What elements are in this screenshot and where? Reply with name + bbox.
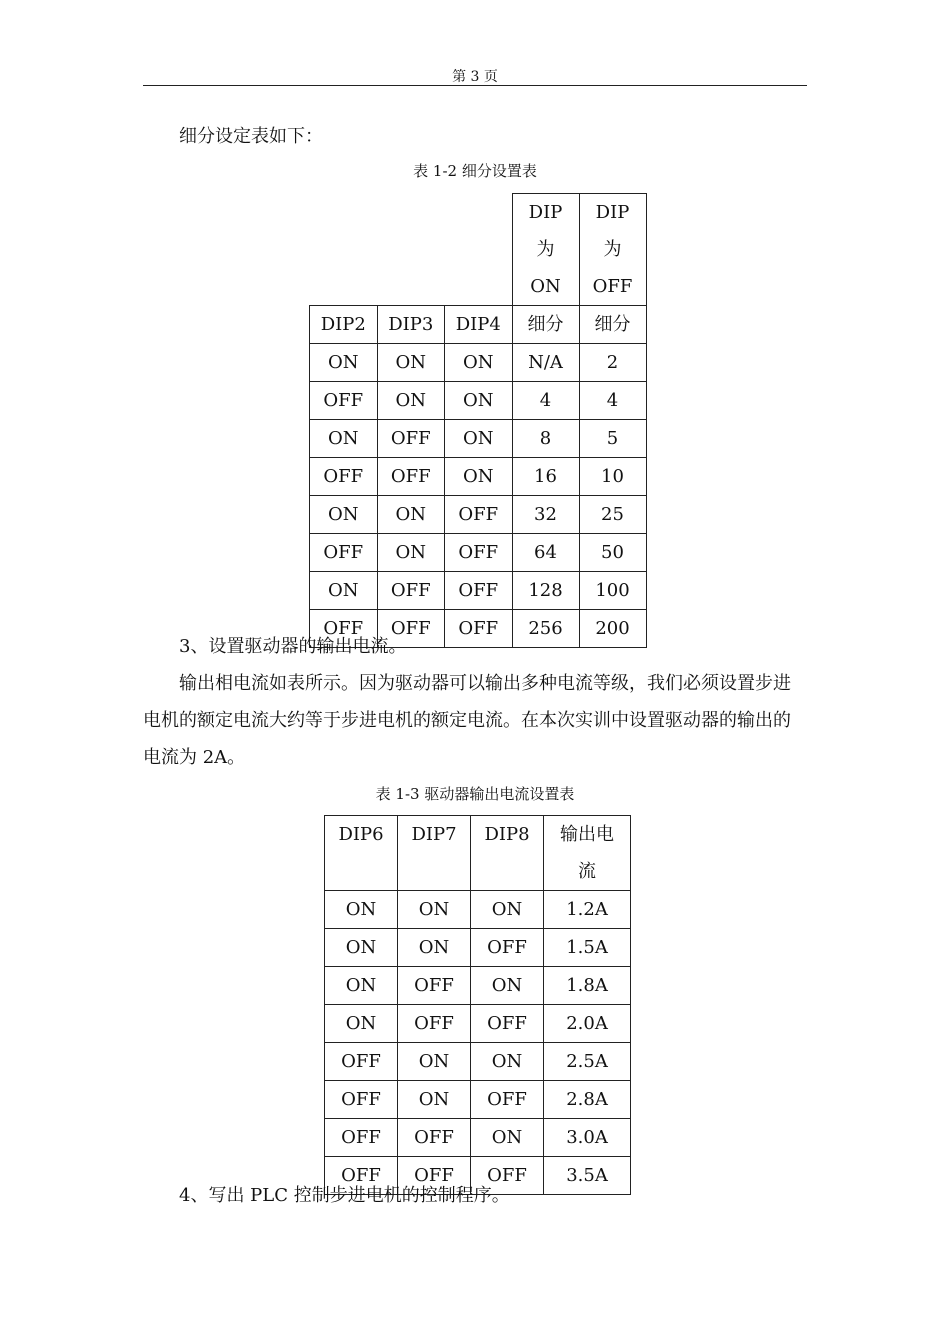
table1-column-header-row [310, 306, 647, 344]
table-cell: OFF [377, 572, 445, 610]
table-cell: ON [445, 420, 513, 458]
subdivision-table [309, 193, 647, 648]
table-cell: ON [471, 1119, 544, 1157]
table-row [325, 1081, 631, 1119]
table-cell: ON [398, 891, 471, 929]
table1-column-header: DIP4 [445, 306, 513, 344]
table-cell: 64 [512, 534, 579, 572]
table-row [325, 891, 631, 929]
table-cell: 128 [512, 572, 579, 610]
table-cell: 2.8A [544, 1081, 631, 1119]
table-cell: ON [310, 344, 378, 382]
table-cell: 1.2A [544, 891, 631, 929]
table-cell: 2.5A [544, 1043, 631, 1081]
table-cell: 2.0A [544, 1005, 631, 1043]
table-cell: 200 [579, 610, 646, 648]
table-cell: OFF [445, 572, 513, 610]
table-row [325, 1005, 631, 1043]
table-cell: ON [471, 891, 544, 929]
table-row [310, 420, 647, 458]
table-cell: OFF [398, 1119, 471, 1157]
table-cell: ON [471, 1043, 544, 1081]
table-cell: ON [325, 967, 398, 1005]
table-cell: OFF [471, 1005, 544, 1043]
table-cell: ON [310, 420, 378, 458]
step4-heading: 4、写出 PLC 控制步进电机的控制程序。 [179, 1185, 510, 1206]
table-cell: OFF [377, 420, 445, 458]
table-cell: 8 [512, 420, 579, 458]
table-cell: OFF [471, 929, 544, 967]
step3-body: 输出相电流如表所示。因为驱动器可以输出多种电流等级，我们必须设置步进电机的额定电流大约等于步进电机的额定电流。在本次实训中设置驱动器的输出的电流为 2A。 [143, 673, 791, 768]
table-cell: 2 [579, 344, 646, 382]
table-cell: ON [325, 929, 398, 967]
table-cell: OFF [325, 1157, 398, 1195]
table-cell: ON [398, 1081, 471, 1119]
table-cell: 10 [579, 458, 646, 496]
table-row [310, 534, 647, 572]
table2-caption: 表 1-3 驱动器输出电流设置表 [375, 785, 575, 803]
table-row [310, 496, 647, 534]
table-cell: 4 [512, 382, 579, 420]
table-cell: 3.0A [544, 1119, 631, 1157]
table-cell: OFF [471, 1081, 544, 1119]
table1-header-off: DIP 为 OFF [579, 194, 646, 306]
table-row [325, 1119, 631, 1157]
table-row [325, 1043, 631, 1081]
table-cell: OFF [310, 610, 378, 648]
table-cell: ON [398, 929, 471, 967]
table-cell: 32 [512, 496, 579, 534]
table1-column-header: DIP2 [310, 306, 378, 344]
table-cell: ON [310, 572, 378, 610]
table-cell: OFF [471, 1157, 544, 1195]
table-cell: 25 [579, 496, 646, 534]
table-cell: OFF [377, 610, 445, 648]
table2-header-current: 输出电 流 [544, 816, 631, 891]
table-cell: 3.5A [544, 1157, 631, 1195]
table-cell: ON [325, 1005, 398, 1043]
output-current-table [324, 815, 631, 1195]
table-cell: OFF [325, 1081, 398, 1119]
table-row [310, 382, 647, 420]
table-cell: OFF [310, 382, 378, 420]
step3-heading: 3、设置驱动器的输出电流。 [179, 636, 407, 657]
page-header: 第 3 页 [452, 69, 498, 85]
header-rule [143, 85, 807, 86]
table1-column-header: 细分 [512, 306, 579, 344]
table-cell: 50 [579, 534, 646, 572]
table-cell: 256 [512, 610, 579, 648]
table-row [310, 572, 647, 610]
table-cell: N/A [512, 344, 579, 382]
table-cell: 16 [512, 458, 579, 496]
table2-header-cell: DIP8 [471, 816, 544, 891]
table-cell: ON [377, 382, 445, 420]
table-cell: ON [445, 344, 513, 382]
table-cell: ON [377, 534, 445, 572]
table-cell: OFF [398, 1005, 471, 1043]
table-row [325, 929, 631, 967]
table-cell: 100 [579, 572, 646, 610]
table-cell: OFF [398, 1157, 471, 1195]
table-cell: OFF [325, 1119, 398, 1157]
table1-header-on: DIP 为 ON [512, 194, 579, 306]
table-cell: ON [377, 496, 445, 534]
table-row [310, 458, 647, 496]
table-cell: OFF [310, 458, 378, 496]
table-cell: 1.8A [544, 967, 631, 1005]
table-cell: ON [471, 967, 544, 1005]
table1-caption: 表 1-2 细分设置表 [413, 162, 537, 180]
table-cell: OFF [325, 1043, 398, 1081]
table-cell: ON [445, 382, 513, 420]
table1-column-header: 细分 [579, 306, 646, 344]
table-row [325, 967, 631, 1005]
table-cell: OFF [377, 458, 445, 496]
table-row [310, 344, 647, 382]
table-cell: ON [445, 458, 513, 496]
table-cell: OFF [445, 496, 513, 534]
intro-text: 细分设定表如下： [179, 126, 323, 147]
table-cell: OFF [310, 534, 378, 572]
table2-header-row [325, 816, 631, 891]
table-cell: ON [377, 344, 445, 382]
table-cell: OFF [445, 610, 513, 648]
table-cell: OFF [445, 534, 513, 572]
table-cell: 5 [579, 420, 646, 458]
table-cell: ON [398, 1043, 471, 1081]
table-cell: ON [325, 891, 398, 929]
table2-header-cell: DIP7 [398, 816, 471, 891]
table1-column-header: DIP3 [377, 306, 445, 344]
table-cell: 4 [579, 382, 646, 420]
table-cell: ON [310, 496, 378, 534]
table2-header-cell: DIP6 [325, 816, 398, 891]
table-cell: 1.5A [544, 929, 631, 967]
table-cell: OFF [398, 967, 471, 1005]
